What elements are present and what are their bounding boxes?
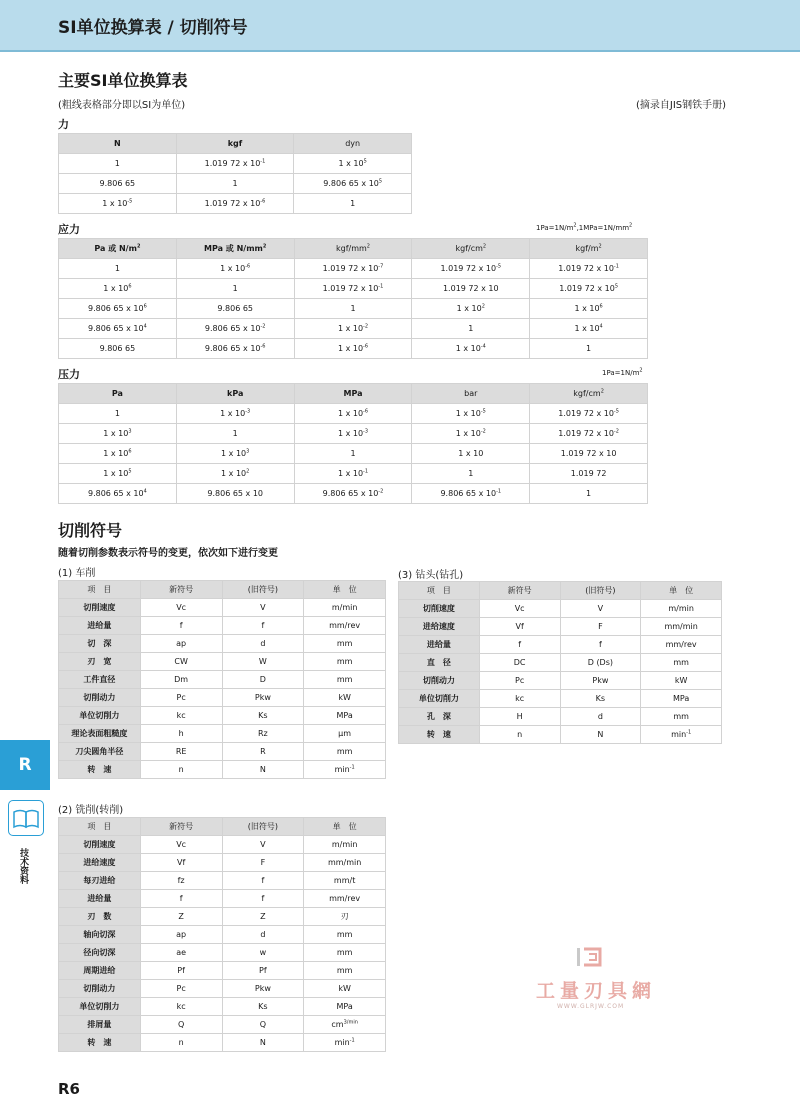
stress-row [59, 339, 648, 359]
drilling-header-row [399, 582, 722, 600]
table-cell: m/min [641, 600, 722, 618]
column-header: (旧符号) [222, 818, 304, 836]
turning-row [59, 725, 386, 743]
table-cell: Ks [222, 707, 304, 725]
table-cell: 1 x $10^{-4}$ [412, 339, 530, 359]
item-name-cell: 刃 数 [59, 908, 141, 926]
column-header: 项 目 [59, 818, 141, 836]
item-name-cell: 径向切深 [59, 944, 141, 962]
cutting-description: 随着切削参数表示符号的变更，依次如下进行变更 [58, 548, 278, 559]
column-header: 单 位 [304, 581, 386, 599]
pressure-row [59, 444, 648, 464]
page-header [0, 0, 800, 52]
turning-header-row [59, 581, 386, 599]
table-cell: n [479, 726, 560, 744]
table-cell: Z [140, 908, 222, 926]
table-cell: Pc [479, 672, 560, 690]
table-cell: 1.019 72 x $10^{-6}$ [176, 194, 294, 214]
pressure-row [59, 464, 648, 484]
pressure-row [59, 424, 648, 444]
table-cell: $\min^{-1}$ [304, 1034, 386, 1052]
column-header: kgf/$cm^2$ [412, 239, 530, 259]
table-cell: 9.806 65 x $10^6$ [59, 299, 177, 319]
table-cell: Pc [140, 980, 222, 998]
table-cell: 1 x $10^{-5}$ [59, 194, 177, 214]
item-name-cell: 每刃进给 [59, 872, 141, 890]
table-cell: Dm [140, 671, 222, 689]
table-cell: d [222, 635, 304, 653]
item-name-cell: 进给量 [59, 890, 141, 908]
item-name-cell: 进给速度 [399, 618, 480, 636]
table-cell: 1.019 72 x $10^{-5}$ [530, 404, 648, 424]
table-cell: mm [304, 635, 386, 653]
pressure-row [59, 404, 648, 424]
item-name-cell: 进给速度 [59, 854, 141, 872]
table-cell: μm [304, 725, 386, 743]
table-cell: n [140, 761, 222, 779]
milling-row [59, 836, 386, 854]
table-cell: V [560, 600, 641, 618]
item-name-cell: 切削动力 [59, 689, 141, 707]
item-name-cell: 转 速 [399, 726, 480, 744]
pressure-header-row [59, 384, 648, 404]
table-cell: Q [222, 1016, 304, 1034]
table-cell: 1 [59, 259, 177, 279]
table-cell: Q [140, 1016, 222, 1034]
table-cell: kc [140, 707, 222, 725]
table-cell: Pf [222, 962, 304, 980]
table-cell: 1.019 72 x $10^{-7}$ [294, 259, 412, 279]
column-header: (旧符号) [560, 582, 641, 600]
table-cell: Vf [140, 854, 222, 872]
table-cell: Vc [479, 600, 560, 618]
table-cell: RE [140, 743, 222, 761]
table-cell: 1.019 72 x $10^{-5}$ [412, 259, 530, 279]
table-cell: mm [641, 708, 722, 726]
milling-header-row [59, 818, 386, 836]
table-cell: mm [304, 944, 386, 962]
table-cell: m/min [304, 599, 386, 617]
table-cell: 1.019 72 x $10^5$ [530, 279, 648, 299]
item-name-cell: 单位切削力 [59, 998, 141, 1016]
table-cell: mm/rev [304, 617, 386, 635]
milling-row [59, 926, 386, 944]
table-cell: 1 [530, 339, 648, 359]
stress-unit-note: $1Pa=1N/m^2,1MPa=1N/mm^2$ [536, 222, 633, 232]
drilling-row [399, 636, 722, 654]
turning-symbol-table [58, 580, 386, 779]
table-cell: kW [304, 689, 386, 707]
table-cell: mm [304, 653, 386, 671]
item-name-cell: 切削速度 [59, 836, 141, 854]
milling-row [59, 998, 386, 1016]
table-cell: 1 x $10^{-2}$ [412, 424, 530, 444]
table-cell: 1.019 72 x $10^{-1}$ [176, 154, 294, 174]
drilling-symbol-table [398, 581, 722, 744]
table-cell: f [222, 617, 304, 635]
table-cell: 1 x $10^4$ [530, 319, 648, 339]
drilling-row [399, 600, 722, 618]
table-cell: 9.806 65 x $10^{-6}$ [176, 339, 294, 359]
drilling-row [399, 690, 722, 708]
milling-row [59, 890, 386, 908]
table-cell: Pkw [222, 689, 304, 707]
pressure-table [58, 383, 648, 504]
milling-row [59, 962, 386, 980]
drilling-label: (3) 钻头(钻孔) [398, 570, 464, 581]
stress-row [59, 259, 648, 279]
table-cell: f [560, 636, 641, 654]
table-cell: Pc [140, 689, 222, 707]
table-cell: 9.806 65 [59, 174, 177, 194]
table-cell: f [140, 890, 222, 908]
table-cell: 1.019 72 x 10 [412, 279, 530, 299]
table-cell: kc [479, 690, 560, 708]
table-cell: Rz [222, 725, 304, 743]
drilling-row [399, 708, 722, 726]
drilling-row [399, 618, 722, 636]
table-cell: N [222, 761, 304, 779]
table-cell: 9.806 65 x $10^4$ [59, 484, 177, 504]
table-cell: 1 [176, 424, 294, 444]
turning-row [59, 761, 386, 779]
table-cell: 1 x $10^2$ [412, 299, 530, 319]
milling-label: (2) 铣削(转削) [58, 805, 124, 816]
item-name-cell: 刃 宽 [59, 653, 141, 671]
milling-row [59, 944, 386, 962]
table-cell: Pf [140, 962, 222, 980]
item-name-cell: 进给量 [399, 636, 480, 654]
drilling-row [399, 654, 722, 672]
table-cell: Z [222, 908, 304, 926]
table-cell: 9.806 65 [59, 339, 177, 359]
item-name-cell: 排屑量 [59, 1016, 141, 1034]
turning-row [59, 617, 386, 635]
table-cell: fz [140, 872, 222, 890]
table-cell: 1 [412, 464, 530, 484]
column-header: bar [412, 384, 530, 404]
table-cell: mm [304, 962, 386, 980]
table-cell: mm/rev [641, 636, 722, 654]
column-header: kPa [176, 384, 294, 404]
pressure-unit-note: $1Pa=1N/m^2$ [602, 367, 643, 377]
column-header: kgf/$m^2$ [530, 239, 648, 259]
table-cell: 1 [59, 154, 177, 174]
turning-row [59, 743, 386, 761]
section-tab[interactable]: R [0, 740, 50, 790]
table-cell: 1 [176, 279, 294, 299]
table-cell: 1 x $10^3$ [59, 424, 177, 444]
table-cell: d [222, 926, 304, 944]
table-cell: f [140, 617, 222, 635]
table-cell: mm/min [304, 854, 386, 872]
page-title: SI单位换算表 / 切削符号 [58, 18, 248, 38]
table-cell: 刃 [304, 908, 386, 926]
table-cell: f [222, 890, 304, 908]
watermark-url: WWW.GLRJW.COM [557, 1003, 625, 1010]
table-cell: m/min [304, 836, 386, 854]
table-cell: Ks [560, 690, 641, 708]
column-header: Pa 或 $N/m^2$ [59, 239, 177, 259]
table-cell: ae [140, 944, 222, 962]
table-cell: 9.806 65 x $10^{-1}$ [412, 484, 530, 504]
table-cell: 1 [294, 194, 412, 214]
pressure-label: 压力 [58, 368, 80, 381]
table-cell: 9.806 65 x $10^5$ [294, 174, 412, 194]
table-cell: 1 [59, 404, 177, 424]
table-cell: w [222, 944, 304, 962]
table-cell: mm/min [641, 618, 722, 636]
column-header: 新符号 [140, 581, 222, 599]
stress-header-row [59, 239, 648, 259]
column-header: kgf [176, 134, 294, 154]
column-header: 单 位 [304, 818, 386, 836]
milling-row [59, 1016, 386, 1034]
table-cell: 1 x $10^6$ [59, 279, 177, 299]
column-header: N [59, 134, 177, 154]
table-cell: MPa [304, 998, 386, 1016]
table-cell: F [222, 854, 304, 872]
table-cell: Pkw [560, 672, 641, 690]
table-cell: F [560, 618, 641, 636]
table-cell: h [140, 725, 222, 743]
table-cell: 9.806 65 [176, 299, 294, 319]
stress-row [59, 279, 648, 299]
column-header: 项 目 [59, 581, 141, 599]
table-cell: kc [140, 998, 222, 1016]
table-cell: 1 x $10^{-6}$ [294, 339, 412, 359]
table-cell: $cm^{3/min}$ [304, 1016, 386, 1034]
table-cell: 1 x 10 [412, 444, 530, 464]
table-cell: 1 x $10^{-3}$ [294, 424, 412, 444]
turning-row [59, 635, 386, 653]
milling-row [59, 854, 386, 872]
column-header: 新符号 [479, 582, 560, 600]
turning-row [59, 689, 386, 707]
table-cell: 1 x $10^{-6}$ [294, 404, 412, 424]
table-cell: mm [304, 671, 386, 689]
table-cell: 1 x $10^{-5}$ [412, 404, 530, 424]
table-cell: 9.806 65 x $10^{-2}$ [176, 319, 294, 339]
stress-row [59, 319, 648, 339]
table-cell: $\min^{-1}$ [641, 726, 722, 744]
force-label: 力 [58, 118, 69, 131]
table-cell: 1 x $10^6$ [530, 299, 648, 319]
table-cell: 1 [294, 444, 412, 464]
item-name-cell: 进给量 [59, 617, 141, 635]
stress-row [59, 299, 648, 319]
drilling-row [399, 726, 722, 744]
item-name-cell: 周期进给 [59, 962, 141, 980]
table-cell: 9.806 65 x $10^4$ [59, 319, 177, 339]
si-section-title: 主要SI单位换算表 [58, 71, 188, 90]
column-header: 新符号 [140, 818, 222, 836]
table-cell: 1 x $10^{-6}$ [176, 259, 294, 279]
item-name-cell: 工件直径 [59, 671, 141, 689]
table-cell: 1 x $10^6$ [59, 444, 177, 464]
item-name-cell: 理论表面粗糙度 [59, 725, 141, 743]
open-book-icon [8, 800, 44, 836]
table-cell: 1.019 72 [530, 464, 648, 484]
table-cell: d [560, 708, 641, 726]
table-cell: 1.019 72 x $10^{-2}$ [530, 424, 648, 444]
table-cell: N [222, 1034, 304, 1052]
table-cell: 1.019 72 x 10 [530, 444, 648, 464]
table-cell: 1.019 72 x $10^{-1}$ [530, 259, 648, 279]
milling-row [59, 872, 386, 890]
table-cell: Ks [222, 998, 304, 1016]
item-name-cell: 切削速度 [59, 599, 141, 617]
item-name-cell: 直 径 [399, 654, 480, 672]
table-cell: Pkw [222, 980, 304, 998]
table-cell: mm/t [304, 872, 386, 890]
column-header: kgf/$mm^2$ [294, 239, 412, 259]
table-cell: 1 x $10^2$ [176, 464, 294, 484]
table-cell: H [479, 708, 560, 726]
si-note-right: (摘录自JIS钢铁手册) [636, 100, 727, 111]
watermark-logo-icon [576, 946, 602, 968]
table-cell: Vf [479, 618, 560, 636]
column-header: MPa [294, 384, 412, 404]
table-cell: 1 x $10^5$ [59, 464, 177, 484]
cutting-section-title: 切削符号 [58, 521, 123, 540]
stress-label: 应力 [58, 223, 80, 236]
milling-row [59, 980, 386, 998]
turning-row [59, 653, 386, 671]
item-name-cell: 转 速 [59, 761, 141, 779]
table-cell: 1 [412, 319, 530, 339]
column-header: 单 位 [641, 582, 722, 600]
table-cell: f [222, 872, 304, 890]
table-cell: DC [479, 654, 560, 672]
force-table [58, 133, 412, 214]
column-header: (旧符号) [222, 581, 304, 599]
item-name-cell: 切削动力 [399, 672, 480, 690]
table-cell: 1 [176, 174, 294, 194]
stress-table [58, 238, 648, 359]
table-cell: 1 [294, 299, 412, 319]
item-name-cell: 转 速 [59, 1034, 141, 1052]
item-name-cell: 切削速度 [399, 600, 480, 618]
side-vertical-label: 技术资料 [18, 848, 28, 884]
table-cell: MPa [641, 690, 722, 708]
item-name-cell: 轴向切深 [59, 926, 141, 944]
table-cell: V [222, 836, 304, 854]
table-cell: 1 x $10^{-1}$ [294, 464, 412, 484]
table-cell: $\min^{-1}$ [304, 761, 386, 779]
force-header-row [59, 134, 412, 154]
table-cell: V [222, 599, 304, 617]
turning-row [59, 599, 386, 617]
item-name-cell: 刀尖圆角半径 [59, 743, 141, 761]
table-cell: MPa [304, 707, 386, 725]
table-cell: CW [140, 653, 222, 671]
table-cell: D (Ds) [560, 654, 641, 672]
pressure-row [59, 484, 648, 504]
table-cell: mm [641, 654, 722, 672]
item-name-cell: 切 深 [59, 635, 141, 653]
column-header: MPa 或 $N/mm^2$ [176, 239, 294, 259]
table-cell: W [222, 653, 304, 671]
force-row [59, 154, 412, 174]
table-cell: 1 x $10^{-3}$ [176, 404, 294, 424]
si-note-left: (粗线表格部分即以SI为单位) [58, 100, 186, 111]
turning-row [59, 671, 386, 689]
table-cell: mm [304, 743, 386, 761]
item-name-cell: 单位切削力 [59, 707, 141, 725]
table-cell: kW [641, 672, 722, 690]
turning-row [59, 707, 386, 725]
item-name-cell: 孔 深 [399, 708, 480, 726]
table-cell: f [479, 636, 560, 654]
table-cell: 1.019 72 x $10^{-1}$ [294, 279, 412, 299]
table-cell: mm [304, 926, 386, 944]
table-cell: 1 [530, 484, 648, 504]
table-cell: Vc [140, 599, 222, 617]
table-cell: 1 x $10^5$ [294, 154, 412, 174]
table-cell: ap [140, 926, 222, 944]
page-number: R6 [58, 1080, 80, 1098]
item-name-cell: 切削动力 [59, 980, 141, 998]
column-header: dyn [294, 134, 412, 154]
milling-row [59, 1034, 386, 1052]
turning-label: (1) 车削 [58, 568, 96, 579]
table-cell: mm/rev [304, 890, 386, 908]
table-cell: N [560, 726, 641, 744]
table-cell: 9.806 65 x $10^{-2}$ [294, 484, 412, 504]
column-header: 项 目 [399, 582, 480, 600]
milling-row [59, 908, 386, 926]
table-cell: kW [304, 980, 386, 998]
table-cell: n [140, 1034, 222, 1052]
table-cell: ap [140, 635, 222, 653]
table-cell: 1 x $10^{-2}$ [294, 319, 412, 339]
table-cell: D [222, 671, 304, 689]
watermark-text: 工量刃具網 [536, 980, 657, 1002]
table-cell: R [222, 743, 304, 761]
table-cell: Vc [140, 836, 222, 854]
column-header: Pa [59, 384, 177, 404]
table-cell: 9.806 65 x 10 [176, 484, 294, 504]
item-name-cell: 单位切削力 [399, 690, 480, 708]
force-row [59, 174, 412, 194]
drilling-row [399, 672, 722, 690]
column-header: kgf/$cm^2$ [530, 384, 648, 404]
force-row [59, 194, 412, 214]
milling-symbol-table [58, 817, 386, 1052]
table-cell: 1 x $10^3$ [176, 444, 294, 464]
